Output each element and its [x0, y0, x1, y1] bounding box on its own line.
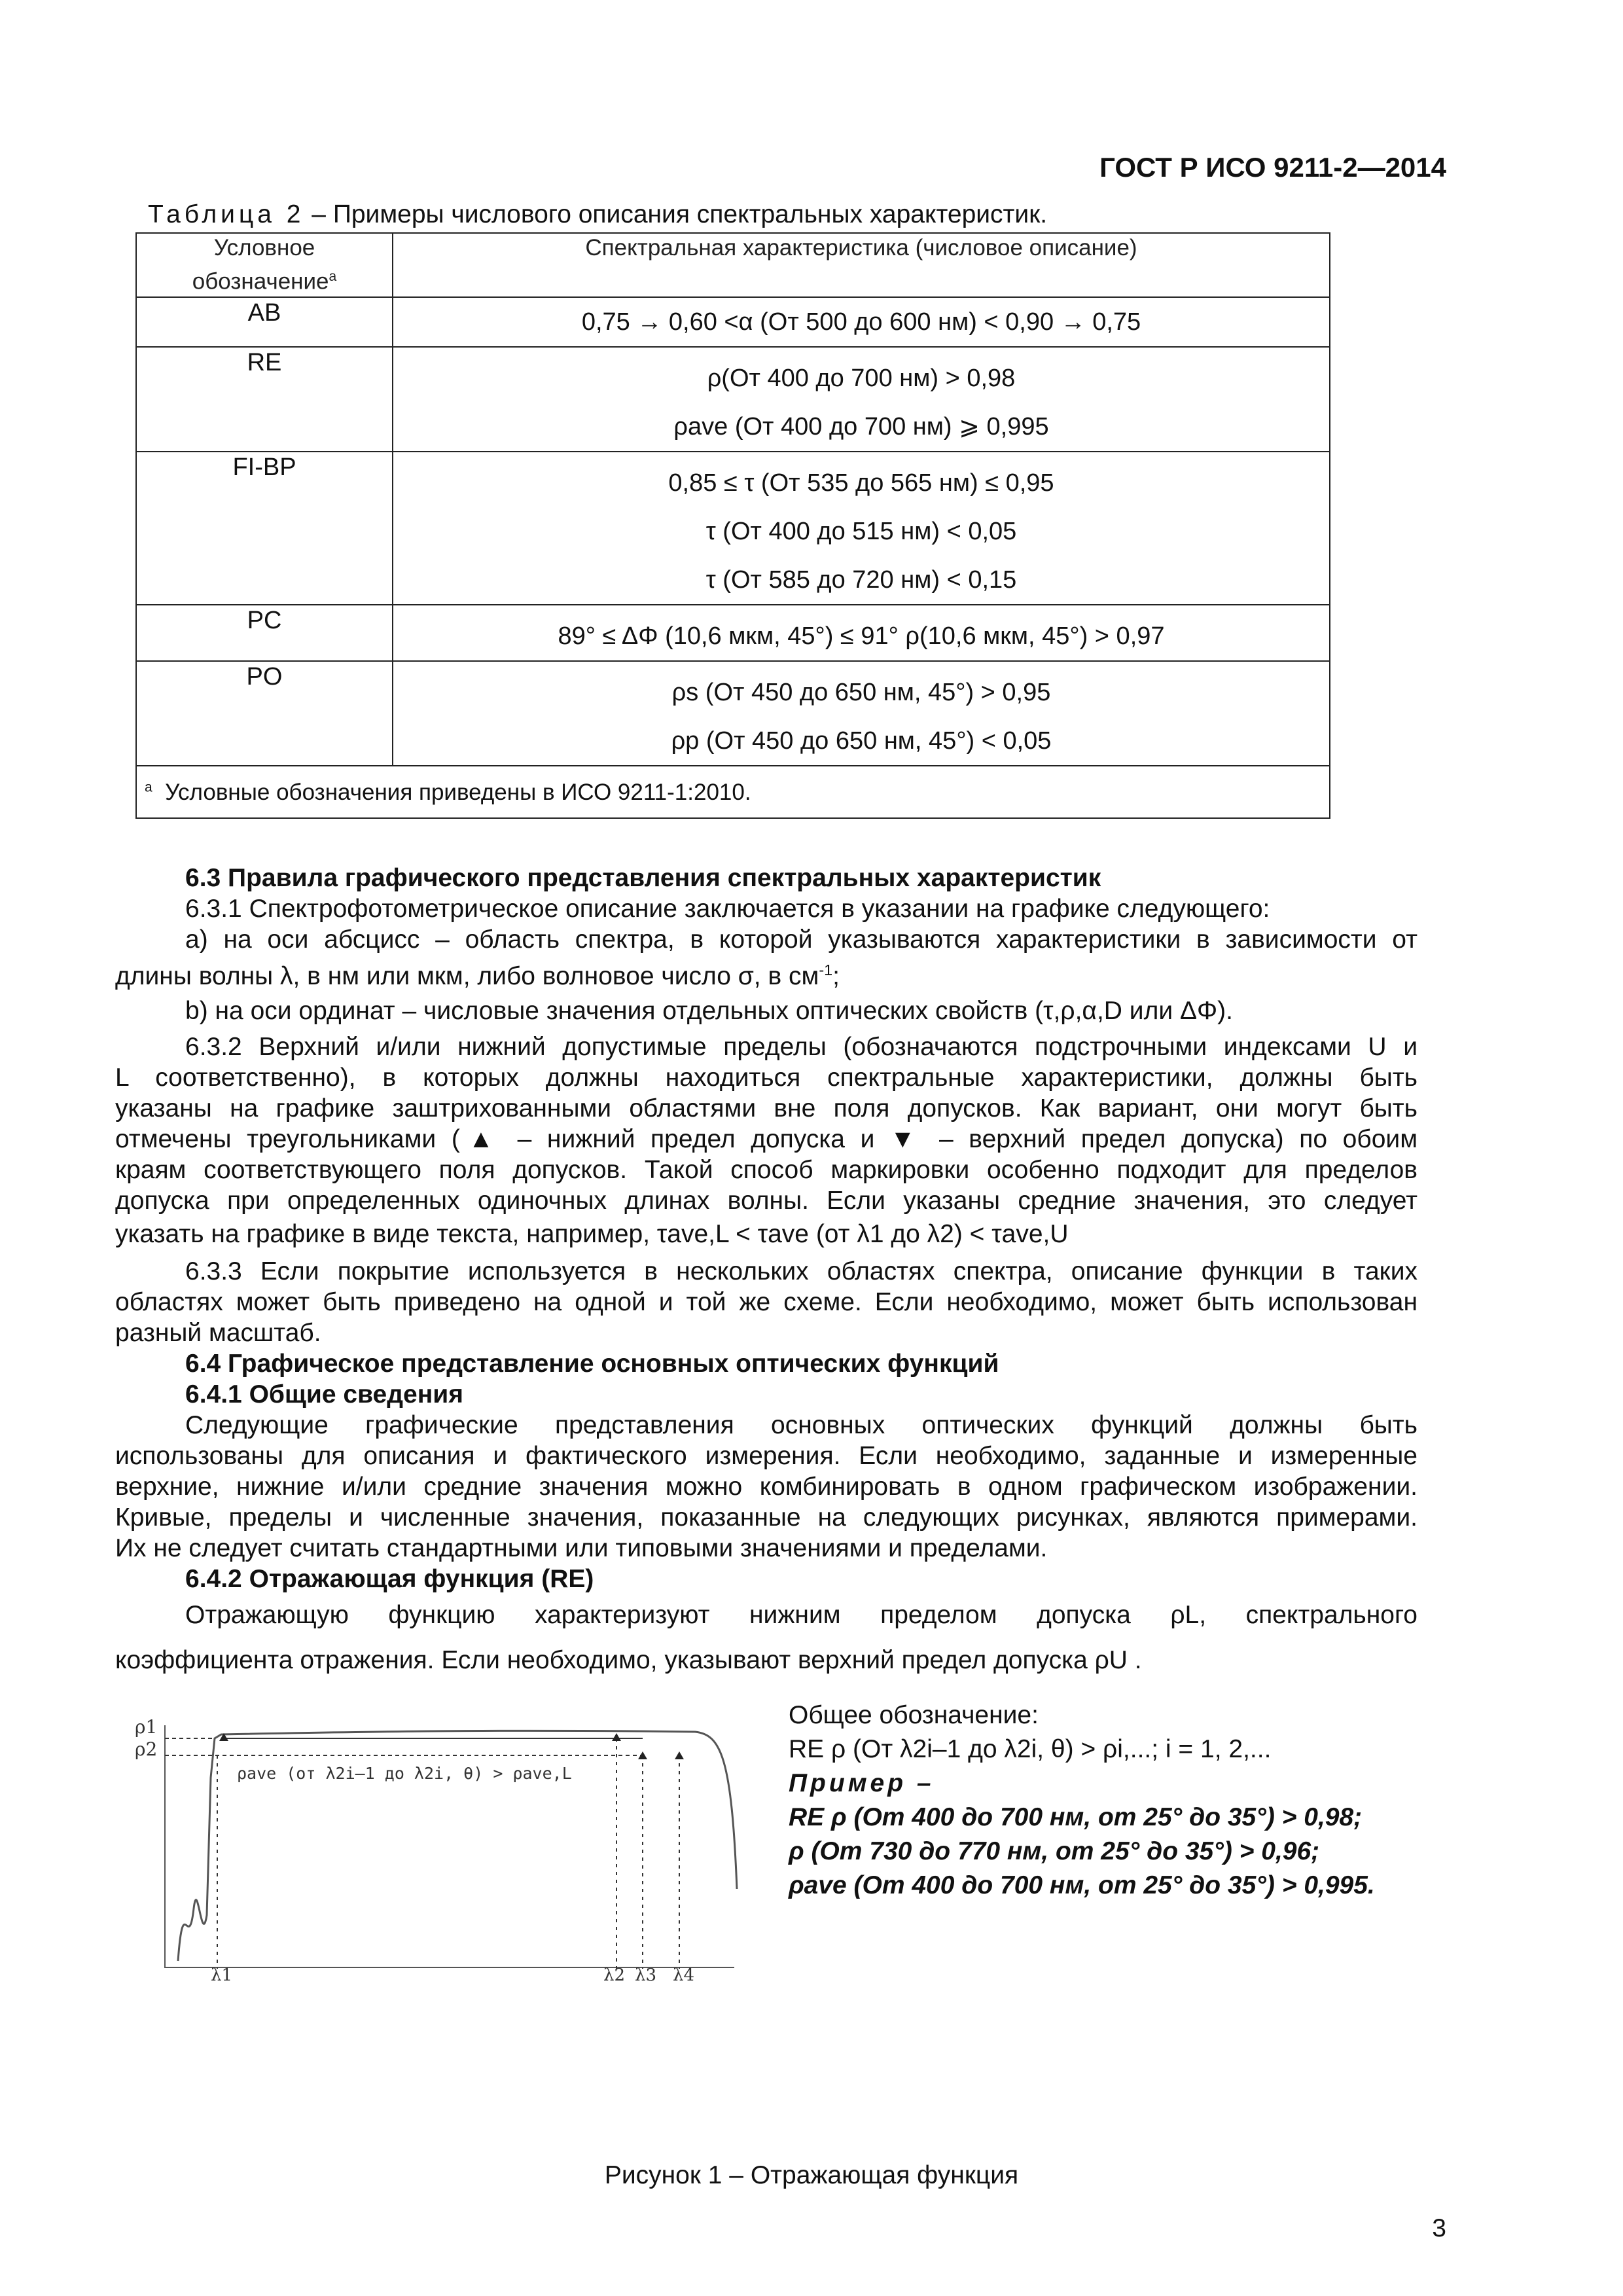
paragraph-line: коэффициента отражения. Если необходимо, указывают верхний предел допуска ρU . — [115, 1646, 1142, 1674]
lower-limit-triangle-icon — [612, 1733, 621, 1741]
col1-header-line1: Условное — [213, 235, 315, 260]
paragraph-6-4-1: Следующие графические представления основных оптических функций должны быть использованы для описания и фактического измерения. Если необходимо, заданные и измеренные верхние, нижние и/или средние значения можно комбинировать в одном графическом изображении. Кривые, пределы и численные значения, показанные на следующих рисунках, являются примерами. Их не следует считать стандартными или типовыми значениями и пределами. — [115, 1411, 1418, 1562]
paragraph-line: b) на оси ординат – числовые значения отдельных оптических свойств (τ,ρ,α,D или ΔΦ). — [185, 997, 1233, 1025]
example-line: ρave (От 400 до 700 нм, от 25° до 35°) > 0,995. — [789, 1871, 1375, 1899]
subsection-title: 6.4.2 Отражающая функция (RE) — [185, 1565, 594, 1593]
general-label: Общее обозначение: — [789, 1701, 1039, 1729]
average-annotation: ρave (от λ2i–1 до λ2i, θ) > ρave,L — [237, 1764, 572, 1783]
table-row — [136, 605, 1330, 661]
example-line: ρ (От 730 до 770 нм, от 25° до 35°) > 0,96; — [789, 1837, 1320, 1865]
table-row — [136, 452, 1330, 605]
col2-header: Спектральная характеристика (числовое описание) — [393, 233, 1330, 297]
lower-limit-triangle-icon — [675, 1751, 684, 1759]
section-6-3 — [115, 863, 1418, 1676]
row-code: FI-BP — [136, 452, 393, 605]
example-line: RE ρ (От 400 до 700 нм, от 25° до 35°) > 0,98; — [789, 1803, 1363, 1831]
row-code: PC — [136, 605, 393, 661]
section-title: 6.4 Графическое представление основных оптических функций — [185, 1350, 999, 1378]
row-values: 0,75 → 0,60 <α (От 500 до 600 нм) < 0,90 → 0,75 — [393, 297, 1330, 347]
table-caption — [148, 200, 1047, 229]
document-header: ГОСТ Р ИСО 9211-2—2014 — [1099, 152, 1446, 183]
reflectance-figure — [135, 1716, 747, 1985]
col1-header-line2: обозначение$^a$ — [192, 268, 337, 295]
table-row — [136, 661, 1330, 766]
row-code: PO — [136, 661, 393, 766]
spectral-table — [135, 232, 1330, 819]
example-label: Пример – — [789, 1769, 935, 1797]
row-code: AB — [136, 297, 393, 347]
paragraph-line: а) на оси абсцисс – область спектра, в которой указываются характеристики в зависимости от — [185, 925, 1418, 954]
row-values: 0,85 ≤ τ (От 535 до 565 нм) ≤ 0,95 τ (От 400 до 515 нм) < 0,05 τ (От 585 до 720 нм) < 0,15 — [393, 452, 1330, 605]
plot-frame — [165, 1725, 734, 1967]
lambda1-label: λ1 — [211, 1965, 233, 1985]
paragraph: 6.3.1 Спектрофотометрическое описание заключается в указании на графике следующего: — [185, 895, 1270, 923]
table-row — [136, 297, 1330, 347]
rho1-label: ρ1 — [135, 1716, 158, 1738]
table-row — [136, 347, 1330, 452]
row-values: 89° ≤ ΔΦ (10,6 мкм, 45°) ≤ 91° ρ(10,6 мкм, 45°) > 0,97 — [393, 605, 1330, 661]
lambda3-label: λ3 — [635, 1965, 657, 1985]
table-footnote-row — [136, 766, 1330, 818]
lambda4-label: λ4 — [673, 1965, 695, 1985]
table-caption-text: – Примеры числового описания спектральных характеристик. — [304, 200, 1048, 228]
paragraph-line: длины волны λ, в нм или мкм, либо волновое число σ, в $см^{-1}$; — [115, 961, 840, 990]
table-footnote: $^a$ Условные обозначения приведены в ИСО 9211-1:2010. — [136, 766, 1330, 818]
figure-caption: Рисунок 1 – Отражающая функция — [604, 2161, 1019, 2189]
subsection-title: 6.4.1 Общие сведения — [185, 1380, 463, 1408]
footnote-ref: a — [329, 269, 337, 284]
general-formula: RE ρ (От λ2i–1 до λ2i, θ) > ρi,...; i = 1, 2,... — [789, 1735, 1272, 1763]
lower-limit-triangle-icon — [638, 1751, 647, 1759]
figure-description — [789, 1698, 1375, 1903]
paragraph-6-3-3: 6.3.3 Если покрытие используется в нескольких областях спектра, описание функции в таких областях может быть приведено на одной и той же схеме. Если необходимо, может быть использован разный масштаб. — [115, 1257, 1418, 1347]
row-values: ρ(От 400 до 700 нм) > 0,98 ρave (От 400 до 700 нм) ⩾ 0,995 — [393, 347, 1330, 452]
reflectance-diagram — [135, 1716, 747, 1985]
row-code: RE — [136, 347, 393, 452]
section-title: 6.3 Правила графического представления спектральных характеристик — [185, 864, 1101, 892]
col1-header — [136, 233, 393, 297]
table-header-row — [136, 233, 1330, 297]
row-values: ρs (От 450 до 650 нм, 45°) > 0,95 ρp (От 450 до 650 нм, 45°) < 0,05 — [393, 661, 1330, 766]
rho2-label: ρ2 — [135, 1738, 158, 1760]
paragraph-line: Отражающую функцию характеризуют нижним пределом допуска ρL, спектрального — [185, 1601, 1418, 1629]
page-number: 3 — [1432, 2214, 1446, 2242]
table-caption-label: Таблица 2 — [148, 200, 305, 228]
lambda2-label: λ2 — [603, 1965, 626, 1985]
paragraph-6-3-2: 6.3.2 Верхний и/или нижний допустимые пределы (обозначаются подстрочными индексами U и L соответственно), в которых должны находиться спектральные характеристики, должны быть указаны на графике заштрихованными областями вне поля допусков. Как вариант, они могут быть отмечены треугольниками (▲ – нижний предел допуска и ▼ – верхний предел допуска) по обоим краям соответствующего поля допусков. Такой способ маркировки особенно подходит для пределов допуска при определенных одиночных длинах волны. Если указаны средние значения, это следует указать на графике в виде текста, например, τave,L < τave (от λ1 до λ2) < τave,U — [115, 1033, 1418, 1248]
